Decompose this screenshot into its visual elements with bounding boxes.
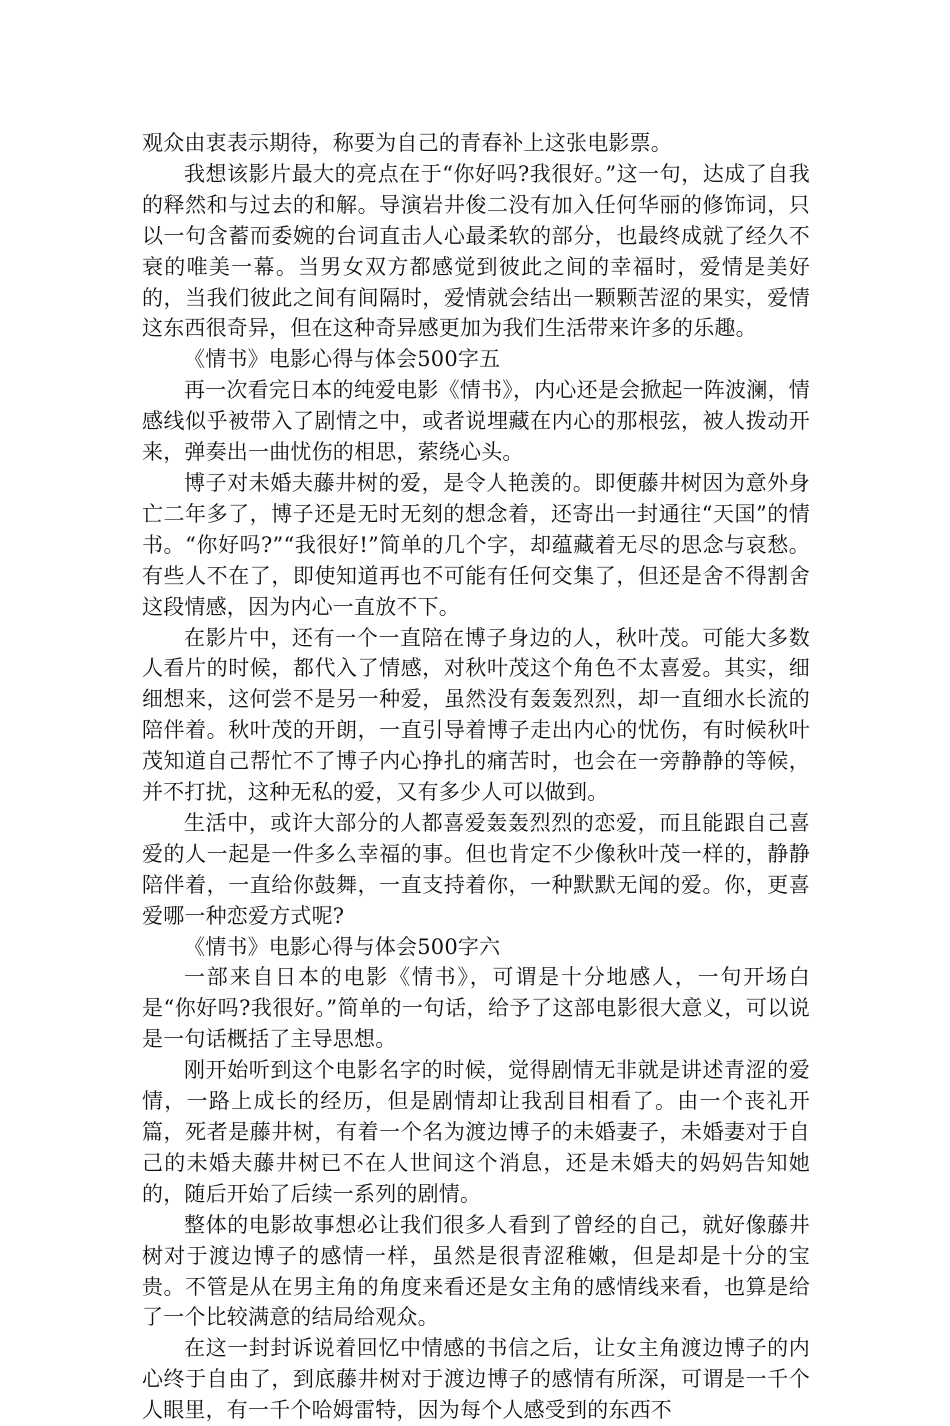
paragraph-6: 生活中，或许大部分的人都喜爱轰轰烈烈的恋爱，而且能跟自己喜爱的人一起是一件多么幸福的事。但也肯定不少像秋叶茂一样的，静静陪伴着，一直给你鼓舞，一直支持着你，一种默默无闻的爱。你，更喜爱哪一种恋爱方式呢? <box>142 810 810 928</box>
paragraph-4: 博子对未婚夫藤井树的爱，是令人艳羡的。即便藤井树因为意外身亡二年多了，博子还是无时无刻的想念着，还寄出一封通往“天国”的情书。“你好吗?”“我很好!”简单的几个字，却蕴藏着无尽的思念与哀愁。有些人不在了，即使知道再也不可能有任何交集了，但还是舍不得割舍这段情感，因为内心一直放不下。 <box>142 470 810 619</box>
paragraph-11: 在这一封封诉说着回忆中情感的书信之后，让女主角渡边博子的内心终于自由了，到底藤井树对于渡边博子的感情有所深，可谓是一千个人眼里，有一千个哈姆雷特，因为每个人感受到的东西不 <box>142 1336 810 1423</box>
paragraph-10: 整体的电影故事想必让我们很多人看到了曾经的自己，就好像藤井树对于渡边博子的感情一样，虽然是很青涩稚嫩，但是却是十分的宝贵。不管是从在男主角的角度来看还是女主角的感情线来看，也算是给了一个比较满意的结局给观众。 <box>142 1212 810 1330</box>
paragraph-5: 在影片中，还有一个一直陪在博子身边的人，秋叶茂。可能大多数人看片的时候，都代入了情感，对秋叶茂这个角色不太喜爱。其实，细细想来，这何尝不是另一种爱，虽然没有轰轰烈烈，却一直细水长流的陪伴着。秋叶茂的开朗，一直引导着博子走出内心的忧伤，有时候秋叶茂知道自己帮忙不了博子内心挣扎的痛苦时，也会在一旁静静的等候，并不打扰，这种无私的爱，又有多少人可以做到。 <box>142 625 810 805</box>
document-body <box>142 128 810 1426</box>
paragraph-0: 观众由衷表示期待，称要为自己的青春补上这张电影票。 <box>142 131 672 155</box>
paragraph-3: 再一次看完日本的纯爱电影《情书》，内心还是会掀起一阵波澜，情感线似乎被带入了剧情之中，或者说埋藏在内心的那根弦，被人拨动开来，弹奏出一曲忧伤的相思，萦绕心头。 <box>142 378 810 465</box>
section-heading-5: 《情书》电影心得与体会500字五 <box>184 347 501 372</box>
section-heading-6: 《情书》电影心得与体会500字六 <box>184 934 501 959</box>
paragraph-8: 一部来自日本的电影《情书》，可谓是十分地感人，一句开场白是“你好吗?我很好。”简单的一句话，给予了这部电影很大意义，可以说是一句话概括了主导思想。 <box>142 965 810 1052</box>
paragraph-9: 刚开始听到这个电影名字的时候，觉得剧情无非就是讲述青涩的爱情，一路上成长的经历，但是剧情却让我刮目相看了。由一个丧礼开篇，死者是藤井树，有着一个名为渡边博子的未婚妻子，未婚妻对于自己的未婚夫藤井树已不在人世间这个消息，还是未婚夫的妈妈告知她的，随后开始了后续一系列的剧情。 <box>142 1058 810 1206</box>
paragraph-1: 我想该影片最大的亮点在于“你好吗?我很好。”这一句，达成了自我的释然和与过去的和解。导演岩井俊二没有加入任何华丽的修饰词，只以一句含蓄而委婉的台词直击人心最柔软的部分，也最终成就了经久不衰的唯美一幕。当男女双方都感觉到彼此之间的幸福时，爱情是美好的，当我们彼此之间有间隔时，爱情就会结出一颗颗苦涩的果实，爱情这东西很奇异，但在这种奇异感更加为我们生活带来许多的乐趣。 <box>142 161 810 341</box>
